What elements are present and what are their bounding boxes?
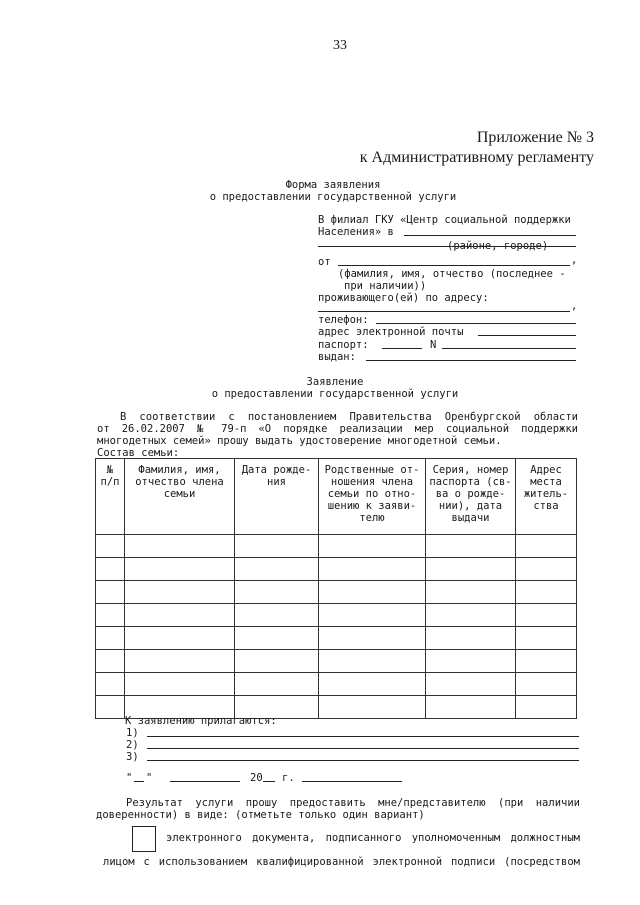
email-field[interactable] (478, 335, 576, 336)
address-field[interactable] (318, 311, 570, 312)
table-cell[interactable] (125, 673, 235, 696)
table-cell[interactable] (125, 604, 235, 627)
addressee-population-label: Населения» в (318, 226, 394, 238)
table-cell[interactable] (426, 535, 516, 558)
col-passport: Серия, номер паспорта (св-ва о рожде-нии), дата выдачи (426, 459, 516, 535)
email-label: адрес электронной почты (318, 326, 464, 338)
appendix-subtitle: к Административному регламенту (359, 149, 594, 166)
table-cell[interactable] (516, 696, 577, 719)
table-cell[interactable] (516, 650, 577, 673)
table-cell[interactable] (426, 558, 516, 581)
table-cell[interactable] (319, 604, 426, 627)
table-cell[interactable] (235, 558, 319, 581)
family-table (95, 458, 577, 719)
table-cell[interactable] (516, 535, 577, 558)
table-cell[interactable] (125, 627, 235, 650)
signature-field[interactable] (302, 781, 402, 782)
attachment-field-3[interactable] (147, 760, 579, 761)
table-cell[interactable] (96, 535, 125, 558)
name-hint-line1: (фамилия, имя, отчество (последнее - (338, 268, 566, 280)
family-composition-label: Состав семьи: (97, 447, 180, 459)
table-row (96, 627, 577, 650)
table-cell[interactable] (96, 627, 125, 650)
table-cell[interactable] (516, 558, 577, 581)
passport-label: паспорт: (318, 339, 369, 351)
residing-label: проживающего(ей) по адресу: (318, 292, 489, 304)
addressee-branch-line: В филиал ГКУ «Центр социальной поддержки (318, 214, 571, 226)
table-cell[interactable] (516, 673, 577, 696)
table-cell[interactable] (319, 581, 426, 604)
date-year-field[interactable] (263, 781, 275, 782)
passport-series-field[interactable] (382, 348, 422, 349)
date-quote-close: " (146, 772, 153, 784)
table-cell[interactable] (125, 650, 235, 673)
table-row (96, 581, 577, 604)
table-cell[interactable] (96, 696, 125, 719)
table-cell[interactable] (426, 627, 516, 650)
table-cell[interactable] (235, 581, 319, 604)
col-relationship: Родственные от-ношения члена семьи по отно-шению к заяви-телю (319, 459, 426, 535)
passport-issued-field[interactable] (366, 360, 576, 361)
col-birth-date: Дата рожде-ния (235, 459, 319, 535)
from-label: от (318, 256, 331, 268)
family-table-header (96, 459, 577, 535)
table-cell[interactable] (96, 673, 125, 696)
col-full-name: Фамилия, имя, отчество члена семьи (125, 459, 235, 535)
attachments-label: К заявлению прилагаются: (125, 715, 277, 727)
table-cell[interactable] (96, 650, 125, 673)
applicant-name-field[interactable] (338, 265, 570, 266)
date-year-prefix: 20 (250, 772, 263, 784)
table-cell[interactable] (235, 650, 319, 673)
col-number: № п/п (96, 459, 125, 535)
table-cell[interactable] (235, 673, 319, 696)
table-row (96, 558, 577, 581)
date-year-suffix: г. (282, 772, 295, 784)
table-cell[interactable] (319, 558, 426, 581)
table-cell[interactable] (96, 581, 125, 604)
branch-district-field[interactable] (404, 235, 576, 236)
passport-number-field[interactable] (442, 348, 576, 349)
attachment-field-1[interactable] (147, 736, 579, 737)
table-row (96, 535, 577, 558)
form-title: Форма заявления (285, 179, 381, 191)
table-row (96, 604, 577, 627)
table-cell[interactable] (516, 604, 577, 627)
attachment-number-3: 3) (126, 751, 139, 763)
table-cell[interactable] (516, 581, 577, 604)
page-number: 33 (333, 38, 347, 53)
table-cell[interactable] (426, 650, 516, 673)
appendix-title: Приложение № 3 (476, 129, 594, 146)
electronic-document-checkbox[interactable] (132, 826, 156, 852)
attachment-number-1: 1) (126, 727, 139, 739)
table-cell[interactable] (125, 535, 235, 558)
date-quote-open: " (126, 772, 133, 784)
result-line-1: Результат услуги прошу предоставить мне/представителю (при наличии (126, 797, 580, 809)
table-cell[interactable] (426, 673, 516, 696)
table-cell[interactable] (235, 627, 319, 650)
statement-line-1: В соответствии с постановлением Правительства Оренбургской области (120, 411, 578, 423)
table-cell[interactable] (426, 581, 516, 604)
table-cell[interactable] (426, 604, 516, 627)
col-address: Адрес места житель-ства (516, 459, 577, 535)
issued-label: выдан: (318, 351, 356, 363)
appendix-header (360, 128, 594, 168)
phone-field[interactable] (376, 323, 576, 324)
attachment-field-2[interactable] (147, 748, 579, 749)
branch-district-field-2[interactable] (318, 246, 576, 247)
option-line-1: электронного документа, подписанного уполномоченным должностным (166, 832, 580, 844)
name-hint-line2: при наличии)) (344, 280, 427, 292)
form-subtitle: о предоставлении государственной услуги (209, 191, 457, 203)
result-line-2: доверенности) в виде: (отметьте только один вариант) (96, 809, 425, 821)
table-cell[interactable] (125, 558, 235, 581)
table-cell[interactable] (516, 627, 577, 650)
table-cell[interactable] (426, 696, 516, 719)
date-month-field[interactable] (170, 781, 240, 782)
statement-line-3: многодетных семей» прошу выдать удостоверение многодетной семьи. (97, 435, 502, 447)
statement-subtitle: о предоставлении государственной услуги (211, 388, 459, 400)
table-row (96, 673, 577, 696)
date-day-field[interactable] (134, 781, 144, 782)
table-cell[interactable] (96, 558, 125, 581)
passport-number-label: N (430, 339, 437, 351)
table-row (96, 650, 577, 673)
table-cell[interactable] (319, 627, 426, 650)
table-cell[interactable] (235, 604, 319, 627)
table-cell[interactable] (319, 696, 426, 719)
table-cell[interactable] (319, 535, 426, 558)
statement-title: Заявление (306, 376, 364, 388)
district-hint: (районе, городе) (447, 240, 549, 252)
table-cell[interactable] (319, 650, 426, 673)
table-cell[interactable] (96, 604, 125, 627)
attachment-number-2: 2) (126, 739, 139, 751)
table-cell[interactable] (235, 535, 319, 558)
table-cell[interactable] (319, 673, 426, 696)
option-line-2: лицом с использованием квалифицированной электронной подписи (посредством (103, 856, 580, 868)
phone-label: телефон: (318, 314, 369, 326)
statement-line-2: от 26.02.2007 № 79-п «О порядке реализации мер социальной поддержки (97, 423, 578, 435)
table-cell[interactable] (125, 581, 235, 604)
